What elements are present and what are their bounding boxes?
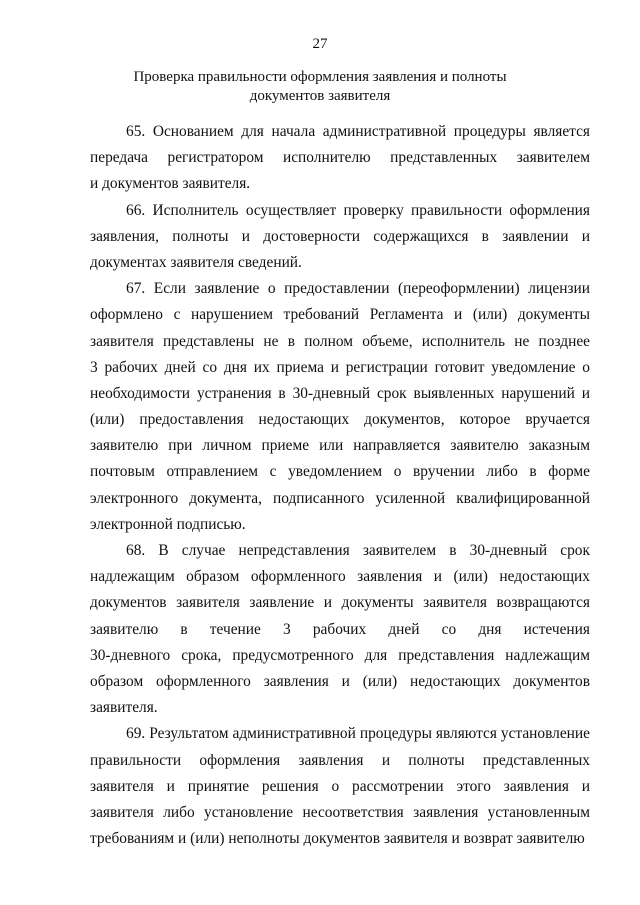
- paragraph-line: оформлено с нарушением требований Регламента и (или) документы: [90, 306, 590, 324]
- paragraph-line: необходимости устранения в 30-дневный срок выявленных нарушений и: [90, 384, 590, 402]
- paragraph-line: заявителя.: [90, 699, 158, 717]
- paragraph-line: образом оформленного заявления и (или) недостающих документов: [90, 672, 590, 690]
- paragraph-line: электронного документа, подписанного усиленной квалифицированной: [90, 489, 590, 507]
- paragraph-line: 69. Результатом административной процедуры являются установление: [126, 725, 590, 743]
- paragraph-line: 68. В случае непредставления заявителем в 30-дневный срок: [126, 542, 590, 559]
- paragraph-line: и документов заявителя.: [90, 175, 251, 193]
- paragraph-65: [90, 119, 590, 198]
- section-heading-line-1: Проверка правильности оформления заявления и полноты: [133, 69, 507, 85]
- paragraph-69: [90, 721, 590, 852]
- paragraph-line: передача регистратором исполнителю представленных заявителем: [90, 149, 590, 167]
- paragraph-line: надлежащим образом оформленного заявления и (или) недостающих: [90, 568, 590, 586]
- section-heading-line-2: документов заявителя: [249, 88, 391, 104]
- paragraph-67: [90, 276, 590, 538]
- paragraph-line: заявителя и принятие решения о рассмотрении этого заявления и: [90, 777, 590, 795]
- body-text: [90, 119, 590, 852]
- paragraph-line: требованиям и (или) неполноты документов заявителя и возврат заявителю: [90, 830, 585, 848]
- page-number: 27: [312, 36, 328, 52]
- paragraph-line: почтовым отправлением с уведомлением о вручении либо в форме: [90, 463, 590, 481]
- paragraph-line: документах заявителя сведений.: [90, 253, 302, 271]
- paragraph-line: 65. Основанием для начала административной процедуры является: [126, 123, 590, 140]
- paragraph-line: заявителя представлены не в полном объеме, исполнитель не позднее: [90, 332, 590, 350]
- paragraph-line: (или) предоставления недостающих документов, которое вручается: [90, 411, 590, 429]
- paragraph-line: заявителя либо установление несоответствия заявления установленным: [90, 803, 590, 821]
- section-heading: [60, 68, 580, 106]
- paragraph-line: заявления, полноты и достоверности содержащихся в заявлении и: [90, 227, 590, 245]
- paragraph-line: 66. Исполнитель осуществляет проверку правильности оформления: [126, 201, 590, 219]
- paragraph-line: заявителю при личном приеме или направляется заявителю заказным: [90, 437, 590, 455]
- paragraph-line: 30-дневного срока, предусмотренного для представления надлежащим: [90, 646, 590, 664]
- paragraph-68: [90, 538, 590, 721]
- paragraph-line: документов заявителя заявление и документы заявителя возвращаются: [90, 594, 590, 612]
- paragraph-line: правильности оформления заявления и полноты представленных: [90, 751, 590, 769]
- paragraph-66: [90, 198, 590, 277]
- paragraph-line: 67. Если заявление о предоставлении (переоформлении) лицензии: [126, 280, 590, 298]
- paragraph-line: заявителю в течение 3 рабочих дней со дня истечения: [90, 620, 590, 638]
- paragraph-line: 3 рабочих дней со дня их приема и регистрации готовит уведомление о: [90, 358, 590, 376]
- paragraph-line: электронной подписью.: [90, 515, 246, 533]
